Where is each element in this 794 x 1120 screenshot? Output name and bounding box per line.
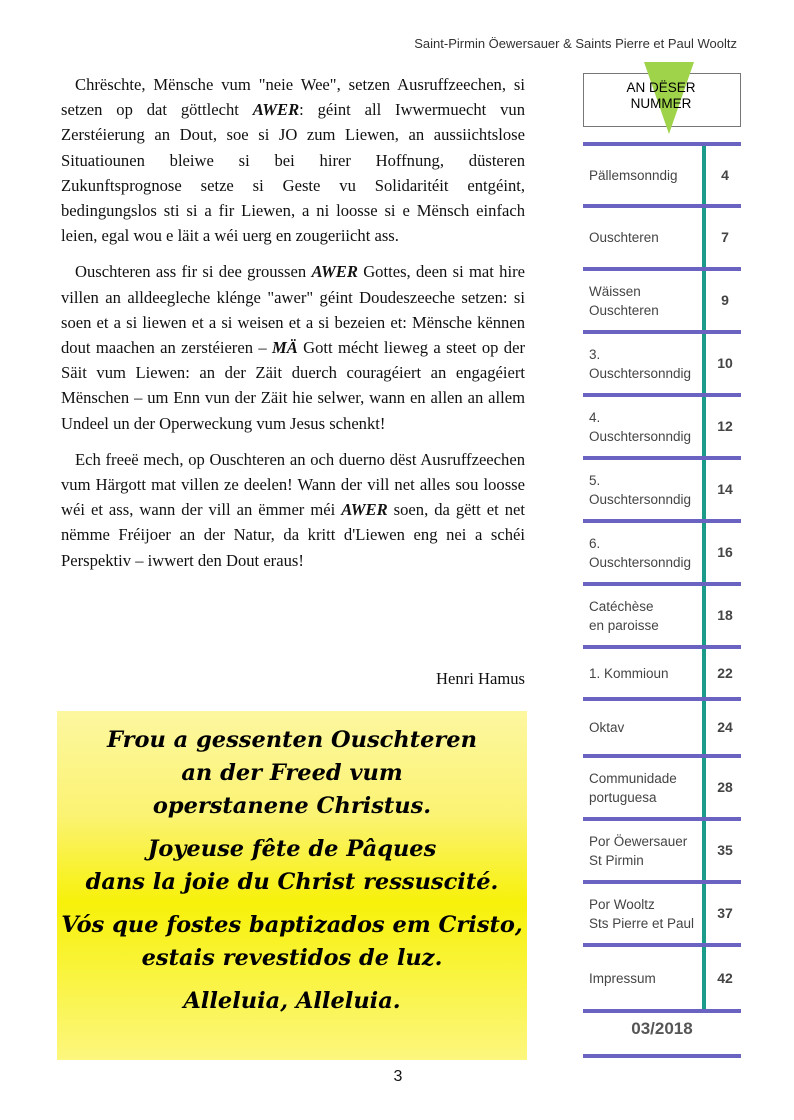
- toc-item[interactable]: [583, 756, 741, 819]
- greeting-line: Joyeuse fête de Pâques: [147, 836, 437, 862]
- toc-title-line: AN DËSER: [626, 80, 696, 95]
- toc-item-label: 6. Ouschtersonndig: [589, 536, 692, 570]
- issue-date: 03/2018: [631, 1019, 693, 1038]
- toc-item-label: 1. Kommioun: [589, 666, 669, 681]
- article-body: [61, 72, 525, 584]
- paragraph-text: Ouschteren ass fir si dee groussen: [75, 262, 312, 282]
- greeting-alleluia: Alleluia, Alleluia.: [183, 988, 401, 1014]
- toc-item-label: Pällemsonndig: [589, 168, 678, 183]
- article-paragraph: [61, 72, 525, 248]
- emphasis-awer: AWER: [341, 500, 388, 520]
- toc-item-label: Catéchèse en paroisse: [589, 599, 659, 633]
- toc-item-label: Impressum: [589, 971, 656, 986]
- toc-item[interactable]: [583, 458, 741, 521]
- toc-item[interactable]: [583, 269, 741, 332]
- toc-item-page: 7: [721, 229, 729, 245]
- page-number: 3: [393, 1068, 403, 1085]
- toc-item[interactable]: [583, 647, 741, 699]
- paragraph-text: Chrëschte, Mënsche vum "neie Wee", setzen Ausruffzeechen, si setzen op dat göttlecht: [61, 75, 525, 120]
- toc-item-page: 18: [717, 607, 733, 623]
- toc-item-page: 37: [717, 905, 733, 921]
- article-paragraph: [61, 259, 525, 435]
- greeting-line: dans la joie du Christ ressuscité.: [85, 869, 499, 895]
- toc-item-page: 16: [717, 544, 733, 560]
- toc-item[interactable]: [583, 206, 741, 269]
- toc-item-label: Oktav: [589, 720, 625, 735]
- paragraph-text: : géint all Iwwermuecht vun Zerstéierung an Dout, soe si JO zum Liewen, an aussiichtslose Situatiounen bleiwe si bei hirer Hoffnung, düsteren Zukunftsprognose setze si Geste vu Solidaritéit entgéint, bedingungslos sti si a fir Liewen, a ni loosse si e Mënsch einfach leien, egal wou e läit a wéi uerg en zougeriicht ass.: [61, 100, 525, 246]
- toc-item[interactable]: [583, 332, 741, 395]
- toc-item-page: 28: [717, 779, 733, 795]
- toc-item[interactable]: [583, 882, 741, 945]
- toc-item-page: 24: [717, 719, 733, 735]
- paragraph-text: Gottes, deen si mat hire villen an alldeegleche klénge "awer" géint Doudeszeeche setzen: si soen et a si liewen et a si weisen et a si bezeien et: Mënsche kënnen dout maachen an zerstéieren –: [61, 262, 525, 358]
- toc-item-page: 42: [717, 970, 733, 986]
- paragraph-text: soen, da gëtt et net nëmme Fréijoer an der Natur, da kritt d'Liewen eng nei a schéi Perspektiv – iwwert den Dout eraus!: [61, 500, 525, 570]
- toc-title-line: NUMMER: [630, 96, 692, 111]
- toc-item-page: 10: [717, 355, 733, 371]
- toc-divider: [583, 1054, 741, 1058]
- table-of-contents: [583, 62, 741, 1058]
- greeting-line: estais revestidos de luz.: [141, 945, 443, 971]
- toc-item-label: Por Wooltz Sts Pierre et Paul: [589, 897, 695, 931]
- easter-greeting-box: [57, 711, 527, 1060]
- greeting-portuguese: [57, 909, 527, 975]
- toc-item-page: 9: [721, 292, 729, 308]
- toc-item[interactable]: [583, 699, 741, 756]
- greeting-line: Frou a gessenten Ouschteren: [107, 727, 477, 753]
- greeting-line: Vós que fostes baptizados em Cristo,: [61, 912, 523, 938]
- toc-item-label: 5. Ouschtersonndig: [589, 473, 692, 507]
- toc-item-label: Ouschteren: [589, 230, 659, 245]
- emphasis-awer: AWER: [252, 100, 300, 120]
- paragraph-text: Ech freeë mech, op Ouschteren an och duerno dëst Ausruffzeechen vum Härgott mat villen ze deelen! Wann der vill net alles sou loosse wéi et ass, wann der vill an ëmmer méi: [61, 449, 525, 520]
- greeting-french: [57, 833, 527, 899]
- toc-item[interactable]: [583, 584, 741, 647]
- toc-item-label: 3. Ouschtersonndig: [589, 347, 692, 381]
- emphasis-ma: MÄ: [271, 338, 298, 358]
- toc-title: [583, 80, 739, 112]
- toc-item-label: Wäissen Ouschteren: [589, 284, 659, 318]
- toc-item-label: 4. Ouschtersonndig: [589, 410, 692, 444]
- toc-item[interactable]: [583, 521, 741, 584]
- greeting-luxembourgish: [57, 711, 527, 823]
- toc-item[interactable]: [583, 945, 741, 1011]
- toc-item-label: Por Öewersauer St Pirmin: [589, 834, 688, 868]
- toc-item-page: 4: [721, 167, 729, 183]
- toc-item-label: Communidade portuguesa: [589, 771, 677, 805]
- toc-item-page: 22: [717, 665, 733, 681]
- article-paragraph: [61, 447, 525, 573]
- toc-item[interactable]: [583, 144, 741, 206]
- greeting-line: an der Freed vum: [181, 760, 403, 786]
- toc-item[interactable]: [583, 819, 741, 882]
- emphasis-awer: AWER: [311, 262, 358, 282]
- paragraph-text: Gott mécht lieweg a steet op der Säit vum Liewen: an der Zäit duerch couragéiert an engagéiert Mënschen – um Enn vun der Zäit hie selwer, wann en allen an allem Undeel un der Operweckung vum Jesus schenkt!: [61, 338, 525, 433]
- toc-item[interactable]: [583, 395, 741, 458]
- toc-item-page: 14: [717, 481, 733, 497]
- greeting-line: operstanene Christus.: [152, 793, 432, 819]
- article-author: Henri Hamus: [436, 669, 525, 688]
- toc-item-page: 35: [717, 842, 733, 858]
- running-header: Saint-Pirmin Öewersauer & Saints Pierre et Paul Wooltz: [414, 36, 737, 51]
- toc-divider: [583, 1009, 741, 1013]
- toc-item-page: 12: [717, 418, 733, 434]
